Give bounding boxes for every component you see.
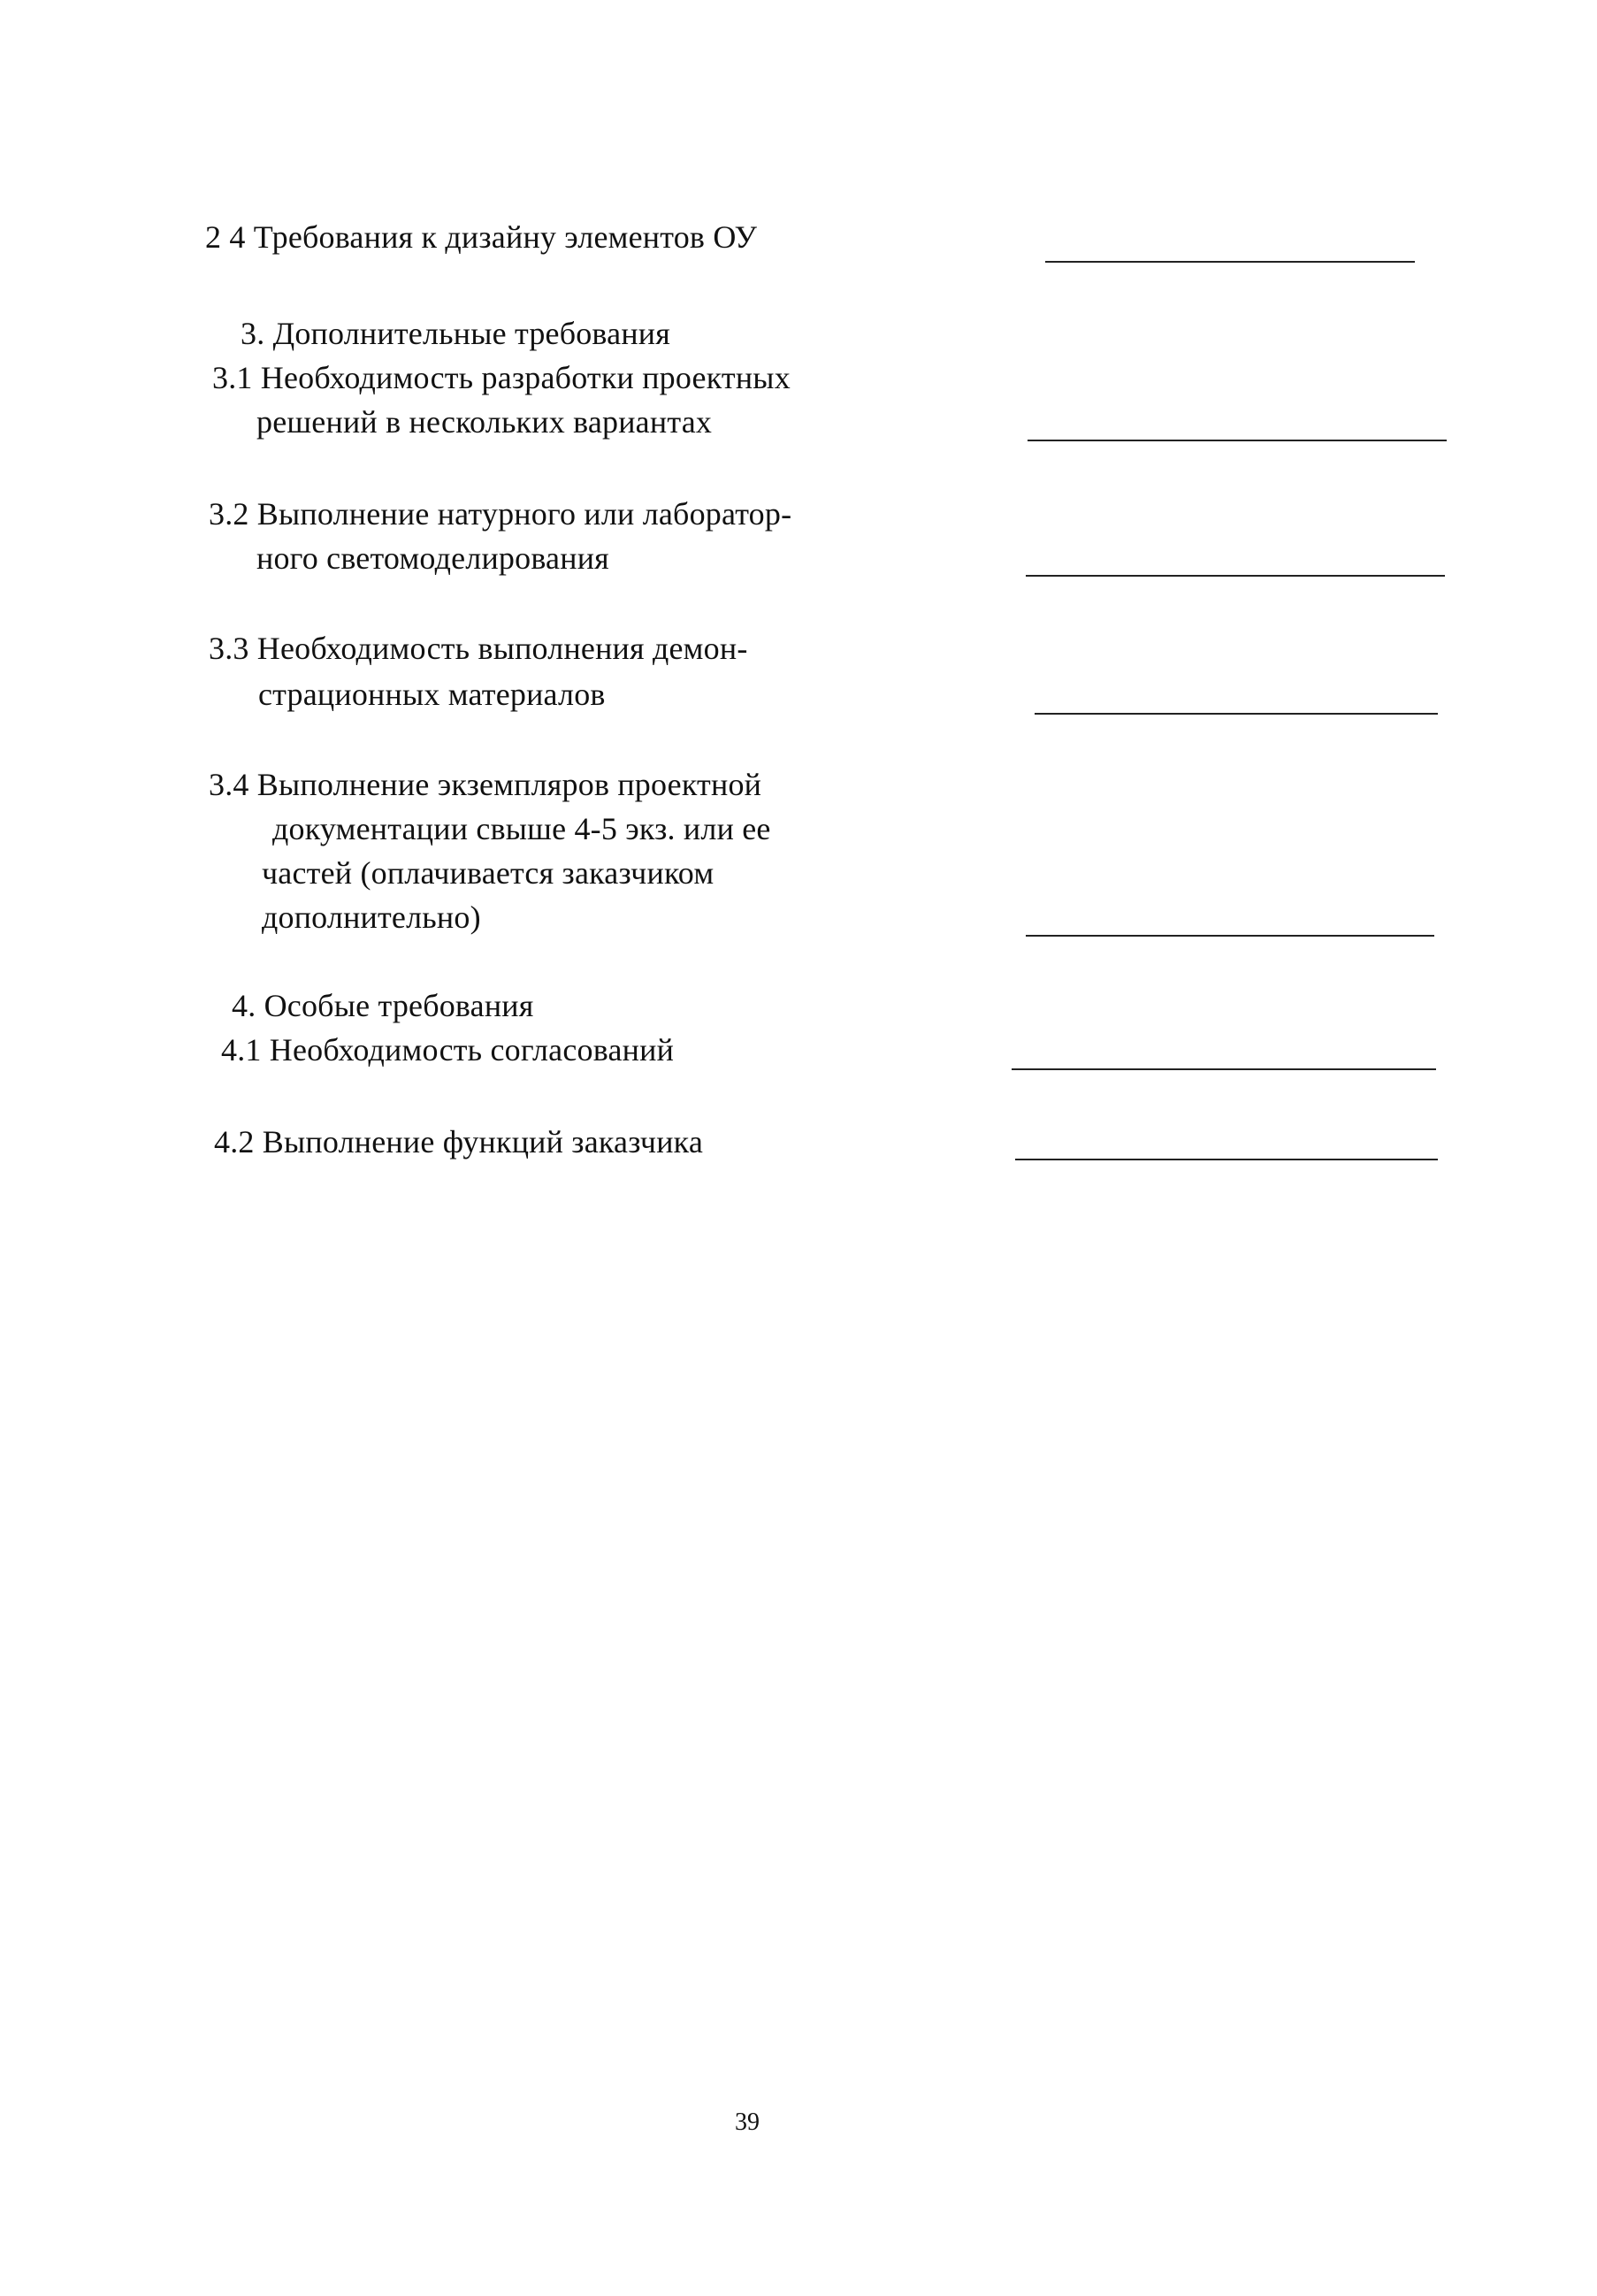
section-4-heading: 4. Особые требования xyxy=(232,988,534,1023)
item-3-4-fill-line xyxy=(1026,935,1434,937)
item-4-2-fill-line xyxy=(1015,1159,1438,1160)
item-3-4-line-4: дополнительно) xyxy=(262,899,481,935)
item-3-2-line-2: ного светомоделирования xyxy=(256,540,609,576)
item-3-2-line-1: 3.2 Выполнение натурного или лаборатор- xyxy=(209,496,792,532)
item-3-4-line-2: документации свыше 4-5 экз. или ее xyxy=(272,811,771,846)
page-number: 39 xyxy=(735,2108,760,2136)
item-3-3-fill-line xyxy=(1035,713,1438,715)
item-3-1-fill-line xyxy=(1028,440,1447,441)
item-4-1-line-1: 4.1 Необходимость согласований xyxy=(221,1032,675,1068)
item-2-4-fill-line xyxy=(1045,261,1415,263)
item-4-1-fill-line xyxy=(1012,1068,1436,1070)
item-3-4-line-1: 3.4 Выполнение экземпляров проектной xyxy=(209,767,762,802)
item-2-4-line-1: 2 4 Требования к дизайну элементов ОУ xyxy=(205,219,758,255)
item-3-3-line-2: страционных материалов xyxy=(258,677,606,712)
item-3-4-line-3: частей (оплачивается заказчиком xyxy=(262,855,714,891)
section-3-heading: 3. Дополнительные требования xyxy=(241,316,671,351)
item-3-3-line-1: 3.3 Необходимость выполнения демон- xyxy=(209,631,748,666)
item-4-2-line-1: 4.2 Выполнение функций заказчика xyxy=(214,1124,704,1159)
item-3-2-fill-line xyxy=(1026,575,1445,577)
item-3-1-line-1: 3.1 Необходимость разработки проектных xyxy=(212,360,791,395)
item-3-1-line-2: решений в нескольких вариантах xyxy=(256,404,713,440)
